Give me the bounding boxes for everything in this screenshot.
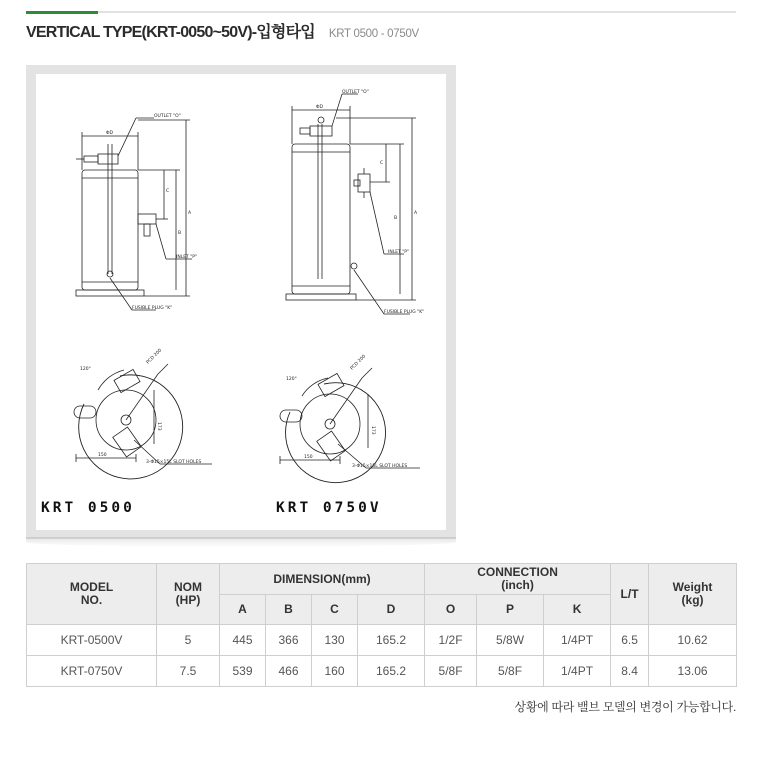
drawing-shadow <box>26 537 456 547</box>
krt0500-width-label: 150 <box>98 453 107 458</box>
krt0500-fusible-label: FUSIBLE PLUG "K" <box>132 306 173 311</box>
krt0750v-dim-b: B <box>394 216 398 221</box>
krt0500-height-label: 173 <box>156 422 161 431</box>
subheader-c: C <box>312 595 358 625</box>
section-title: VERTICAL TYPE(KRT-0050~50V)-입형타입 <box>26 24 315 41</box>
cell-o: 1/2F <box>425 625 477 656</box>
krt0500-angle-label: 120° <box>80 367 91 372</box>
cell-b: 466 <box>266 656 312 687</box>
cell-o: 5/8F <box>425 656 477 687</box>
model-label-krt0750v: KRT 0750V <box>276 500 382 516</box>
krt0500-outlet-label: OUTLET "O" <box>154 114 181 119</box>
cell-c: 130 <box>312 625 358 656</box>
krt0750v-slot-label: 3-Φ15×15L SLOT HOLES <box>352 464 408 469</box>
krt0500-pcd-label: PCD 200 <box>145 348 164 366</box>
krt0750v-width-label: 150 <box>304 455 313 460</box>
header-model: MODEL NO. <box>27 564 157 625</box>
krt0500-slot-label: 3-Φ15×15L SLOT HOLES <box>146 460 202 465</box>
cell-nom: 7.5 <box>157 656 220 687</box>
krt0750v-angle-label: 120° <box>286 377 297 382</box>
technical-drawing <box>36 74 446 530</box>
footnote: 상황에 따라 밸브 모델의 변경이 가능합니다. <box>514 700 736 714</box>
subheader-a: A <box>220 595 266 625</box>
krt0750v-dim-c: C <box>380 161 384 166</box>
krt0750v-fusible-label: FUSIBLE PLUG "K" <box>384 310 425 315</box>
krt0750v-pcd-label: PCD 200 <box>349 354 368 372</box>
cell-k: 1/4PT <box>544 656 611 687</box>
cell-p: 5/8W <box>477 625 544 656</box>
section-heading <box>26 19 419 42</box>
subheader-o: O <box>425 595 477 625</box>
header-lt: L/T <box>611 564 649 625</box>
cell-model: KRT-0500V <box>27 625 157 656</box>
model-label-krt0500: KRT 0500 <box>41 500 135 516</box>
subheader-d: D <box>358 595 425 625</box>
subheader-b: B <box>266 595 312 625</box>
cell-model: KRT-0750V <box>27 656 157 687</box>
krt0500-dim-a: A <box>188 211 192 216</box>
krt0750v-outlet-label: OUTLET "O" <box>342 90 369 95</box>
krt0500-dim-d: ΦD <box>106 131 114 136</box>
title-accent-bar <box>26 11 98 14</box>
cell-lt: 6.5 <box>611 625 649 656</box>
krt0500-side-view <box>76 118 192 310</box>
krt0500-dim-b: B <box>178 231 182 236</box>
spec-table <box>26 563 737 687</box>
header-nom: NOM (HP) <box>157 564 220 625</box>
title-divider <box>26 11 736 13</box>
section-subtitle: KRT 0500 - 0750V <box>328 28 419 40</box>
header-dimension: DIMENSION(mm) <box>220 564 425 595</box>
cell-a: 445 <box>220 625 266 656</box>
cell-lt: 8.4 <box>611 656 649 687</box>
table-row <box>27 656 737 687</box>
cell-b: 366 <box>266 625 312 656</box>
header-connection: CONNECTION (inch) <box>425 564 611 595</box>
cell-d: 165.2 <box>358 625 425 656</box>
cell-a: 539 <box>220 656 266 687</box>
krt0750v-inlet-label: INLET "P" <box>388 250 410 255</box>
krt0750v-height-label: 173 <box>370 426 375 435</box>
cell-k: 1/4PT <box>544 625 611 656</box>
krt0500-inlet-label: INLET "P" <box>176 255 198 260</box>
krt0750v-dim-a: A <box>414 211 418 216</box>
krt0750v-side-view <box>286 94 416 314</box>
cell-weight: 10.62 <box>649 625 737 656</box>
cell-c: 160 <box>312 656 358 687</box>
subheader-k: K <box>544 595 611 625</box>
technical-drawing-frame <box>26 65 456 539</box>
krt0750v-dim-d: ΦD <box>316 105 324 110</box>
table-row <box>27 625 737 656</box>
header-weight: Weight (kg) <box>649 564 737 625</box>
cell-d: 165.2 <box>358 656 425 687</box>
drawing-svg <box>36 74 446 530</box>
cell-p: 5/8F <box>477 656 544 687</box>
subheader-p: P <box>477 595 544 625</box>
krt0500-dim-c: C <box>166 189 170 194</box>
cell-weight: 13.06 <box>649 656 737 687</box>
cell-nom: 5 <box>157 625 220 656</box>
